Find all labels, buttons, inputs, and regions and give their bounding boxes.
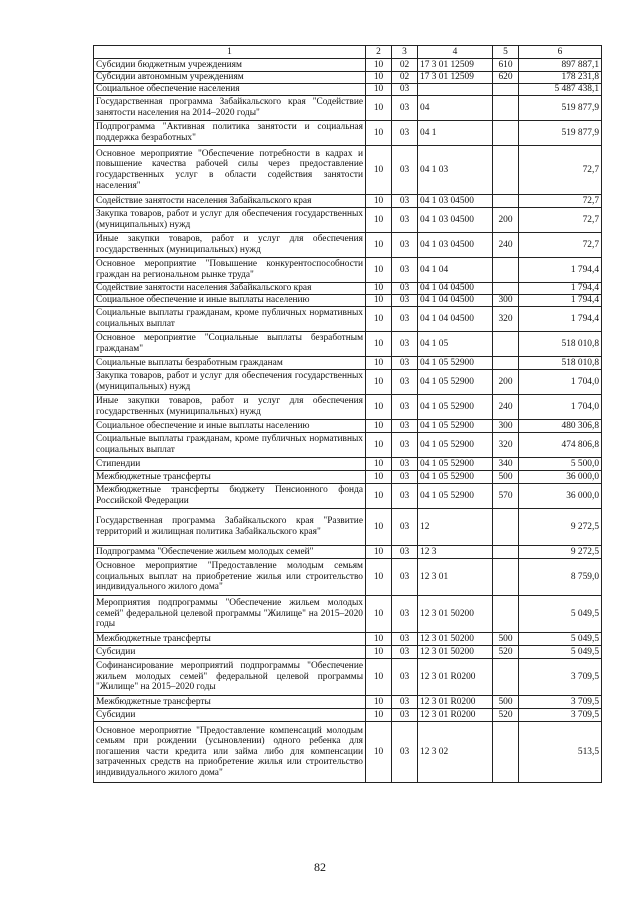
- row-csr: 04 1 04: [418, 258, 493, 283]
- row-sum: 72,7: [519, 146, 602, 195]
- row-csr: 04 1 03 04500: [418, 208, 493, 233]
- table-row: [94, 59, 602, 72]
- row-name: Государственная программа Забайкальского края "Содействие занятости населения на 2014–2020 годы": [94, 96, 366, 121]
- row-sum: 9 272,5: [519, 509, 602, 546]
- row-csr: 12 3 01 50200: [418, 596, 493, 633]
- table-row: [94, 433, 602, 458]
- row-rz: 10: [366, 96, 392, 121]
- row-vr: [493, 659, 519, 696]
- row-vr: [493, 332, 519, 357]
- row-vr: [493, 559, 519, 596]
- table-row: [94, 696, 602, 709]
- row-vr: 240: [493, 233, 519, 258]
- row-sum: 8 759,0: [519, 559, 602, 596]
- row-rz: 10: [366, 633, 392, 646]
- row-pr: 03: [392, 559, 418, 596]
- row-vr: [493, 121, 519, 146]
- row-rz: 10: [366, 722, 392, 783]
- row-csr: 12 3 01 R0200: [418, 709, 493, 722]
- budget-table: [93, 45, 602, 783]
- row-rz: 10: [366, 646, 392, 659]
- row-sum: 5 049,5: [519, 646, 602, 659]
- row-vr: [493, 546, 519, 559]
- row-vr: 620: [493, 72, 519, 84]
- row-sum: 480 306,8: [519, 420, 602, 433]
- table-row: [94, 84, 602, 96]
- row-name: Подпрограмма "Обеспечение жильем молодых семей": [94, 546, 366, 559]
- row-sum: 3 709,5: [519, 709, 602, 722]
- row-rz: 10: [366, 357, 392, 370]
- table-header-row: [94, 46, 602, 59]
- row-pr: 03: [392, 146, 418, 195]
- row-csr: 04 1 05 52900: [418, 484, 493, 509]
- row-vr: [493, 509, 519, 546]
- row-sum: 72,7: [519, 233, 602, 258]
- row-pr: 03: [392, 307, 418, 332]
- row-vr: 340: [493, 458, 519, 471]
- row-sum: 72,7: [519, 195, 602, 208]
- row-pr: 03: [392, 458, 418, 471]
- row-name: Закупка товаров, работ и услуг для обеспечения государственных (муниципальных) нужд: [94, 370, 366, 395]
- table-row: [94, 258, 602, 283]
- row-pr: 03: [392, 233, 418, 258]
- row-pr: 03: [392, 433, 418, 458]
- row-pr: 03: [392, 258, 418, 283]
- row-vr: [493, 146, 519, 195]
- row-pr: 03: [392, 596, 418, 633]
- row-rz: 10: [366, 195, 392, 208]
- row-name: Мероприятия подпрограммы "Обеспечение жильем молодых семей" федеральной целевой программы "Жилище" на 2015–2020 годы: [94, 596, 366, 633]
- row-pr: 03: [392, 633, 418, 646]
- row-csr: 12 3 01: [418, 559, 493, 596]
- row-name: Межбюджетные трансферты: [94, 696, 366, 709]
- row-sum: 5 487 438,1: [519, 84, 602, 96]
- row-sum: 5 049,5: [519, 596, 602, 633]
- row-name: Социальное обеспечение и иные выплаты населению: [94, 295, 366, 307]
- row-rz: 10: [366, 208, 392, 233]
- row-rz: 10: [366, 84, 392, 96]
- header-cell-vr: 5: [493, 46, 519, 59]
- header-cell-sum: 6: [519, 46, 602, 59]
- row-pr: 03: [392, 471, 418, 484]
- header-cell-rz: 2: [366, 46, 392, 59]
- row-sum: 9 272,5: [519, 546, 602, 559]
- row-vr: [493, 596, 519, 633]
- row-name: Субсидии: [94, 646, 366, 659]
- row-csr: 12 3 01 R0200: [418, 696, 493, 709]
- row-rz: 10: [366, 509, 392, 546]
- row-name: Социальные выплаты гражданам, кроме публичных нормативных социальных выплат: [94, 307, 366, 332]
- row-csr: 04 1 04 04500: [418, 283, 493, 295]
- table-row: [94, 709, 602, 722]
- row-csr: 04 1 05 52900: [418, 395, 493, 420]
- row-rz: 10: [366, 709, 392, 722]
- row-vr: 320: [493, 307, 519, 332]
- row-pr: 03: [392, 121, 418, 146]
- row-pr: 03: [392, 357, 418, 370]
- row-vr: 300: [493, 420, 519, 433]
- row-rz: 10: [366, 258, 392, 283]
- row-name: Межбюджетные трансферты: [94, 471, 366, 484]
- row-pr: 03: [392, 484, 418, 509]
- row-vr: 200: [493, 370, 519, 395]
- row-pr: 03: [392, 709, 418, 722]
- row-csr: 12 3: [418, 546, 493, 559]
- row-csr: 04 1 03: [418, 146, 493, 195]
- row-rz: 10: [366, 307, 392, 332]
- row-csr: 04 1 04 04500: [418, 307, 493, 332]
- row-sum: 5 049,5: [519, 633, 602, 646]
- row-csr: 04 1 05 52900: [418, 471, 493, 484]
- row-csr: 04 1 05 52900: [418, 420, 493, 433]
- row-vr: [493, 722, 519, 783]
- row-pr: 03: [392, 395, 418, 420]
- row-rz: 10: [366, 233, 392, 258]
- row-rz: 10: [366, 332, 392, 357]
- table-row: [94, 307, 602, 332]
- row-name: Софинансирование мероприятий подпрограммы "Обеспечение жильем молодых семей" федеральной целевой программы "Жилище" на 2015–2020 годы: [94, 659, 366, 696]
- table-row: [94, 395, 602, 420]
- row-rz: 10: [366, 559, 392, 596]
- row-csr: 17 3 01 12509: [418, 59, 493, 72]
- row-pr: 03: [392, 722, 418, 783]
- row-vr: 610: [493, 59, 519, 72]
- row-rz: 10: [366, 72, 392, 84]
- row-csr: 04 1 04 04500: [418, 295, 493, 307]
- row-name: Иные закупки товаров, работ и услуг для обеспечения государственных (муниципальных) нужд: [94, 233, 366, 258]
- table-row: [94, 458, 602, 471]
- row-name: Межбюджетные трансферты: [94, 633, 366, 646]
- row-csr: 04 1 03 04500: [418, 233, 493, 258]
- row-name: Субсидии: [94, 709, 366, 722]
- row-rz: 10: [366, 659, 392, 696]
- row-name: Основное мероприятие "Предоставление компенсаций молодым семьям при рождении (усыновлении) одного ребенка для погашения части кредита или займа либо для компенсации затраченных средств на приобретение жилья или строительство индивидуального жилого дома": [94, 722, 366, 783]
- row-csr: 04 1: [418, 121, 493, 146]
- row-sum: 1 794,4: [519, 283, 602, 295]
- row-rz: 10: [366, 121, 392, 146]
- row-name: Межбюджетные трансферты бюджету Пенсионного фонда Российской Федерации: [94, 484, 366, 509]
- row-vr: 200: [493, 208, 519, 233]
- page-number: 82: [314, 860, 326, 874]
- row-vr: [493, 195, 519, 208]
- row-name: Основное мероприятие "Повышение конкурентоспособности граждан на региональном рынке труда": [94, 258, 366, 283]
- row-name: Иные закупки товаров, работ и услуг для обеспечения государственных (муниципальных) нужд: [94, 395, 366, 420]
- row-csr: 12 3 02: [418, 722, 493, 783]
- row-pr: 03: [392, 509, 418, 546]
- row-csr: 12 3 01 50200: [418, 633, 493, 646]
- row-vr: 520: [493, 709, 519, 722]
- table-row: [94, 370, 602, 395]
- table-row: [94, 559, 602, 596]
- row-sum: 1 794,4: [519, 258, 602, 283]
- row-rz: 10: [366, 596, 392, 633]
- table-row: [94, 633, 602, 646]
- row-vr: [493, 84, 519, 96]
- row-rz: 10: [366, 471, 392, 484]
- row-name: Основное мероприятие "Социальные выплаты безработным гражданам": [94, 332, 366, 357]
- row-pr: 03: [392, 96, 418, 121]
- row-rz: 10: [366, 458, 392, 471]
- row-name: Стипендии: [94, 458, 366, 471]
- table-row: [94, 295, 602, 307]
- table-row: [94, 357, 602, 370]
- table-row: [94, 208, 602, 233]
- row-sum: 1 794,4: [519, 307, 602, 332]
- row-vr: 570: [493, 484, 519, 509]
- row-csr: 04: [418, 96, 493, 121]
- row-csr: 04 1 05 52900: [418, 433, 493, 458]
- table-row: [94, 722, 602, 783]
- row-pr: 03: [392, 696, 418, 709]
- table-row: [94, 233, 602, 258]
- table-row: [94, 546, 602, 559]
- row-pr: 02: [392, 72, 418, 84]
- row-name: Подпрограмма "Активная политика занятости и социальная поддержка безработных": [94, 121, 366, 146]
- table-row: [94, 596, 602, 633]
- row-pr: 03: [392, 195, 418, 208]
- table-row: [94, 420, 602, 433]
- row-name: Социальные выплаты безработным гражданам: [94, 357, 366, 370]
- row-csr: 04 1 05 52900: [418, 458, 493, 471]
- row-sum: 513,5: [519, 722, 602, 783]
- row-sum: 3 709,5: [519, 696, 602, 709]
- row-sum: 36 000,0: [519, 471, 602, 484]
- row-pr: 03: [392, 332, 418, 357]
- row-sum: 178 231,8: [519, 72, 602, 84]
- row-name: Социальное обеспечение населения: [94, 84, 366, 96]
- row-name: Содействие занятости населения Забайкальского края: [94, 195, 366, 208]
- header-cell-name: 1: [94, 46, 366, 59]
- row-vr: 300: [493, 295, 519, 307]
- row-name: Субсидии автономным учреждениям: [94, 72, 366, 84]
- row-csr: 12: [418, 509, 493, 546]
- row-sum: 5 500,0: [519, 458, 602, 471]
- row-sum: 519 877,9: [519, 121, 602, 146]
- row-sum: 36 000,0: [519, 484, 602, 509]
- row-name: Социальное обеспечение и иные выплаты населению: [94, 420, 366, 433]
- row-pr: 03: [392, 646, 418, 659]
- row-rz: 10: [366, 420, 392, 433]
- row-name: Основное мероприятие "Предоставление молодым семьям социальных выплат на приобретение жилья или строительство индивидуального жилого дома": [94, 559, 366, 596]
- row-name: Социальные выплаты гражданам, кроме публичных нормативных социальных выплат: [94, 433, 366, 458]
- row-pr: 03: [392, 370, 418, 395]
- row-csr: 17 3 01 12509: [418, 72, 493, 84]
- row-vr: 500: [493, 633, 519, 646]
- row-vr: 500: [493, 696, 519, 709]
- row-rz: 10: [366, 484, 392, 509]
- table-row: [94, 72, 602, 84]
- row-csr: [418, 84, 493, 96]
- row-vr: [493, 357, 519, 370]
- row-sum: 897 887,1: [519, 59, 602, 72]
- row-rz: 10: [366, 283, 392, 295]
- table-row: [94, 646, 602, 659]
- table-row: [94, 332, 602, 357]
- row-csr: 04 1 05 52900: [418, 357, 493, 370]
- table-row: [94, 121, 602, 146]
- row-vr: [493, 283, 519, 295]
- table-row: [94, 96, 602, 121]
- row-sum: 3 709,5: [519, 659, 602, 696]
- row-rz: 10: [366, 433, 392, 458]
- row-pr: 03: [392, 295, 418, 307]
- row-vr: 520: [493, 646, 519, 659]
- table-row: [94, 471, 602, 484]
- row-rz: 10: [366, 395, 392, 420]
- row-csr: 04 1 03 04500: [418, 195, 493, 208]
- row-csr: 04 1 05: [418, 332, 493, 357]
- row-name: Закупка товаров, работ и услуг для обеспечения государственных (муниципальных) нужд: [94, 208, 366, 233]
- row-name: Содействие занятости населения Забайкальского края: [94, 283, 366, 295]
- row-pr: 03: [392, 84, 418, 96]
- row-csr: 04 1 05 52900: [418, 370, 493, 395]
- row-pr: 02: [392, 59, 418, 72]
- row-vr: 240: [493, 395, 519, 420]
- row-pr: 03: [392, 420, 418, 433]
- table-row: [94, 484, 602, 509]
- row-csr: 12 3 01 50200: [418, 646, 493, 659]
- row-rz: 10: [366, 146, 392, 195]
- row-csr: 12 3 01 R0200: [418, 659, 493, 696]
- row-sum: 519 877,9: [519, 96, 602, 121]
- row-vr: 320: [493, 433, 519, 458]
- row-sum: 1 704,0: [519, 395, 602, 420]
- row-sum: 1 794,4: [519, 295, 602, 307]
- row-rz: 10: [366, 295, 392, 307]
- row-vr: [493, 96, 519, 121]
- table-row: [94, 146, 602, 195]
- row-sum: 518 010,8: [519, 357, 602, 370]
- row-name: Государственная программа Забайкальского края "Развитие территорий и жилищная политика Забайкальского края": [94, 509, 366, 546]
- header-cell-pr: 3: [392, 46, 418, 59]
- budget-table-body: [94, 46, 602, 783]
- row-pr: 03: [392, 659, 418, 696]
- row-rz: 10: [366, 59, 392, 72]
- row-name: Основное мероприятие "Обеспечение потребности в кадрах и повышение качества рабочей силы через предоставление государственных услуг в области содействия занятости населения": [94, 146, 366, 195]
- row-pr: 03: [392, 546, 418, 559]
- row-rz: 10: [366, 370, 392, 395]
- row-sum: 518 010,8: [519, 332, 602, 357]
- row-rz: 10: [366, 696, 392, 709]
- header-cell-csr: 4: [418, 46, 493, 59]
- row-sum: 474 806,8: [519, 433, 602, 458]
- table-row: [94, 283, 602, 295]
- row-sum: 1 704,0: [519, 370, 602, 395]
- row-sum: 72,7: [519, 208, 602, 233]
- row-pr: 03: [392, 208, 418, 233]
- row-vr: 500: [493, 471, 519, 484]
- row-pr: 03: [392, 283, 418, 295]
- table-row: [94, 195, 602, 208]
- row-name: Субсидии бюджетным учреждениям: [94, 59, 366, 72]
- table-row: [94, 659, 602, 696]
- row-rz: 10: [366, 546, 392, 559]
- row-vr: [493, 258, 519, 283]
- table-row: [94, 509, 602, 546]
